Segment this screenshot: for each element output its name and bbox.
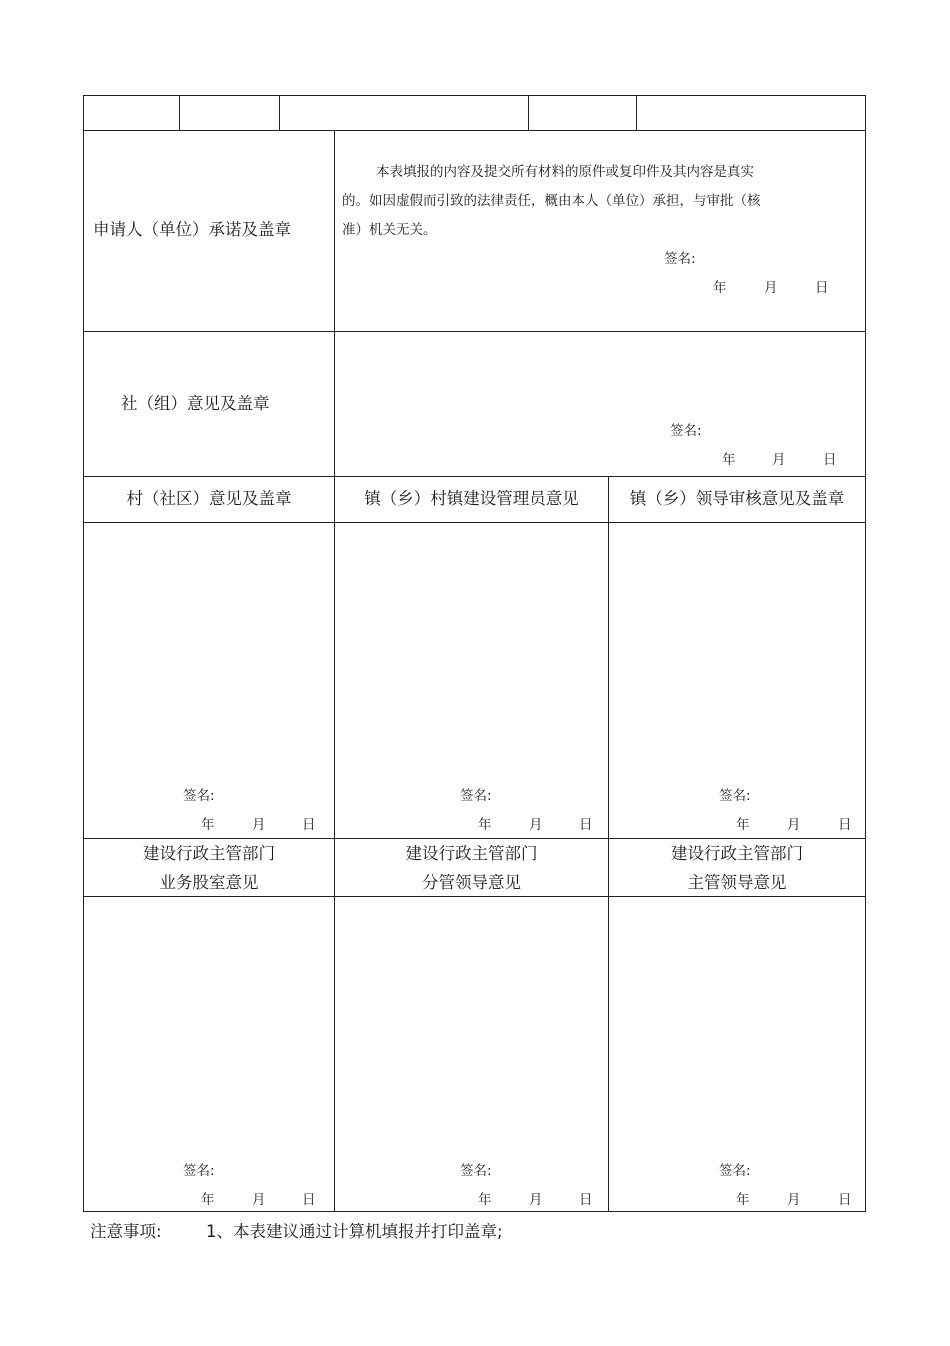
row-divider [83, 130, 866, 131]
dept-deputy-date-month: 月 [529, 1192, 543, 1208]
village-date-day: 日 [302, 817, 316, 833]
village-date-year: 年 [201, 817, 215, 833]
dept-deputy-header-line2: 分管领导意见 [422, 873, 521, 892]
dept-head-header-line2: 主管领导意见 [687, 873, 787, 892]
col-divider [334, 130, 335, 1212]
dept-deputy-signature-label: 签名: [460, 1163, 492, 1179]
town-builder-opinion-header: 镇（乡）村镇建设管理员意见 [364, 489, 579, 508]
town-builder-date-year: 年 [478, 817, 492, 833]
town-builder-date-day: 日 [579, 817, 593, 833]
town-leader-signature-label: 签名: [719, 788, 751, 804]
notes-item-1: 1、本表建议通过计算机填报并打印盖章; [206, 1222, 503, 1241]
border-right [865, 95, 866, 1212]
village-date-month: 月 [252, 817, 266, 833]
dept-office-signature-label: 签名: [183, 1163, 215, 1179]
applicant-signature-label: 签名: [664, 251, 696, 267]
community-group-date-day: 日 [823, 452, 837, 468]
dept-deputy-date-year: 年 [478, 1192, 492, 1208]
village-opinion-header: 村（社区）意见及盖章 [126, 489, 292, 508]
dept-deputy-date-day: 日 [579, 1192, 593, 1208]
applicant-date-year: 年 [713, 280, 727, 296]
town-leader-date-day: 日 [838, 817, 852, 833]
dept-office-date-year: 年 [201, 1192, 215, 1208]
applicant-label: 申请人（单位）承诺及盖章 [93, 220, 291, 239]
town-leader-date-year: 年 [736, 817, 750, 833]
dept-office-date-month: 月 [252, 1192, 266, 1208]
applicant-date-month: 月 [764, 280, 778, 296]
row-divider [83, 896, 866, 897]
community-group-date-year: 年 [722, 452, 736, 468]
community-group-date-month: 月 [772, 452, 786, 468]
border-left [83, 95, 84, 1212]
applicant-date-day: 日 [815, 280, 829, 296]
row-divider [83, 838, 866, 839]
town-leader-date-month: 月 [787, 817, 801, 833]
col-divider [279, 95, 280, 130]
dept-head-date-month: 月 [787, 1192, 801, 1208]
dept-deputy-header-line1: 建设行政主管部门 [405, 844, 538, 863]
town-leader-opinion-header: 镇（乡）领导审核意见及盖章 [629, 489, 845, 508]
applicant-statement-line3: 准）机关无关。 [342, 222, 437, 238]
col-divider [179, 95, 180, 130]
border-top [83, 95, 866, 96]
col-divider [528, 95, 529, 130]
community-group-label: 社（组）意见及盖章 [121, 394, 270, 413]
community-group-signature-label: 签名: [670, 423, 702, 439]
dept-office-header-line2: 业务股室意见 [159, 873, 259, 892]
applicant-statement-line1: 本表填报的内容及提交所有材料的原件或复印件及其内容是真实 [376, 164, 754, 180]
row-divider [83, 522, 866, 523]
col-divider [608, 476, 609, 1212]
border-bottom [83, 1211, 866, 1212]
village-signature-label: 签名: [183, 788, 215, 804]
dept-head-date-day: 日 [838, 1192, 852, 1208]
row-divider [83, 331, 866, 332]
dept-head-header-line1: 建设行政主管部门 [671, 844, 803, 863]
town-builder-date-month: 月 [529, 817, 543, 833]
notes-label: 注意事项: [90, 1222, 162, 1241]
dept-head-signature-label: 签名: [719, 1163, 751, 1179]
row-divider [83, 476, 866, 477]
dept-office-header-line1: 建设行政主管部门 [143, 844, 275, 863]
dept-office-date-day: 日 [302, 1192, 316, 1208]
dept-head-date-year: 年 [736, 1192, 750, 1208]
col-divider [636, 95, 637, 130]
town-builder-signature-label: 签名: [460, 788, 492, 804]
applicant-statement-line2: 的。如因虚假而引致的法律责任，概由本人（单位）承担，与审批（核 [342, 193, 761, 209]
